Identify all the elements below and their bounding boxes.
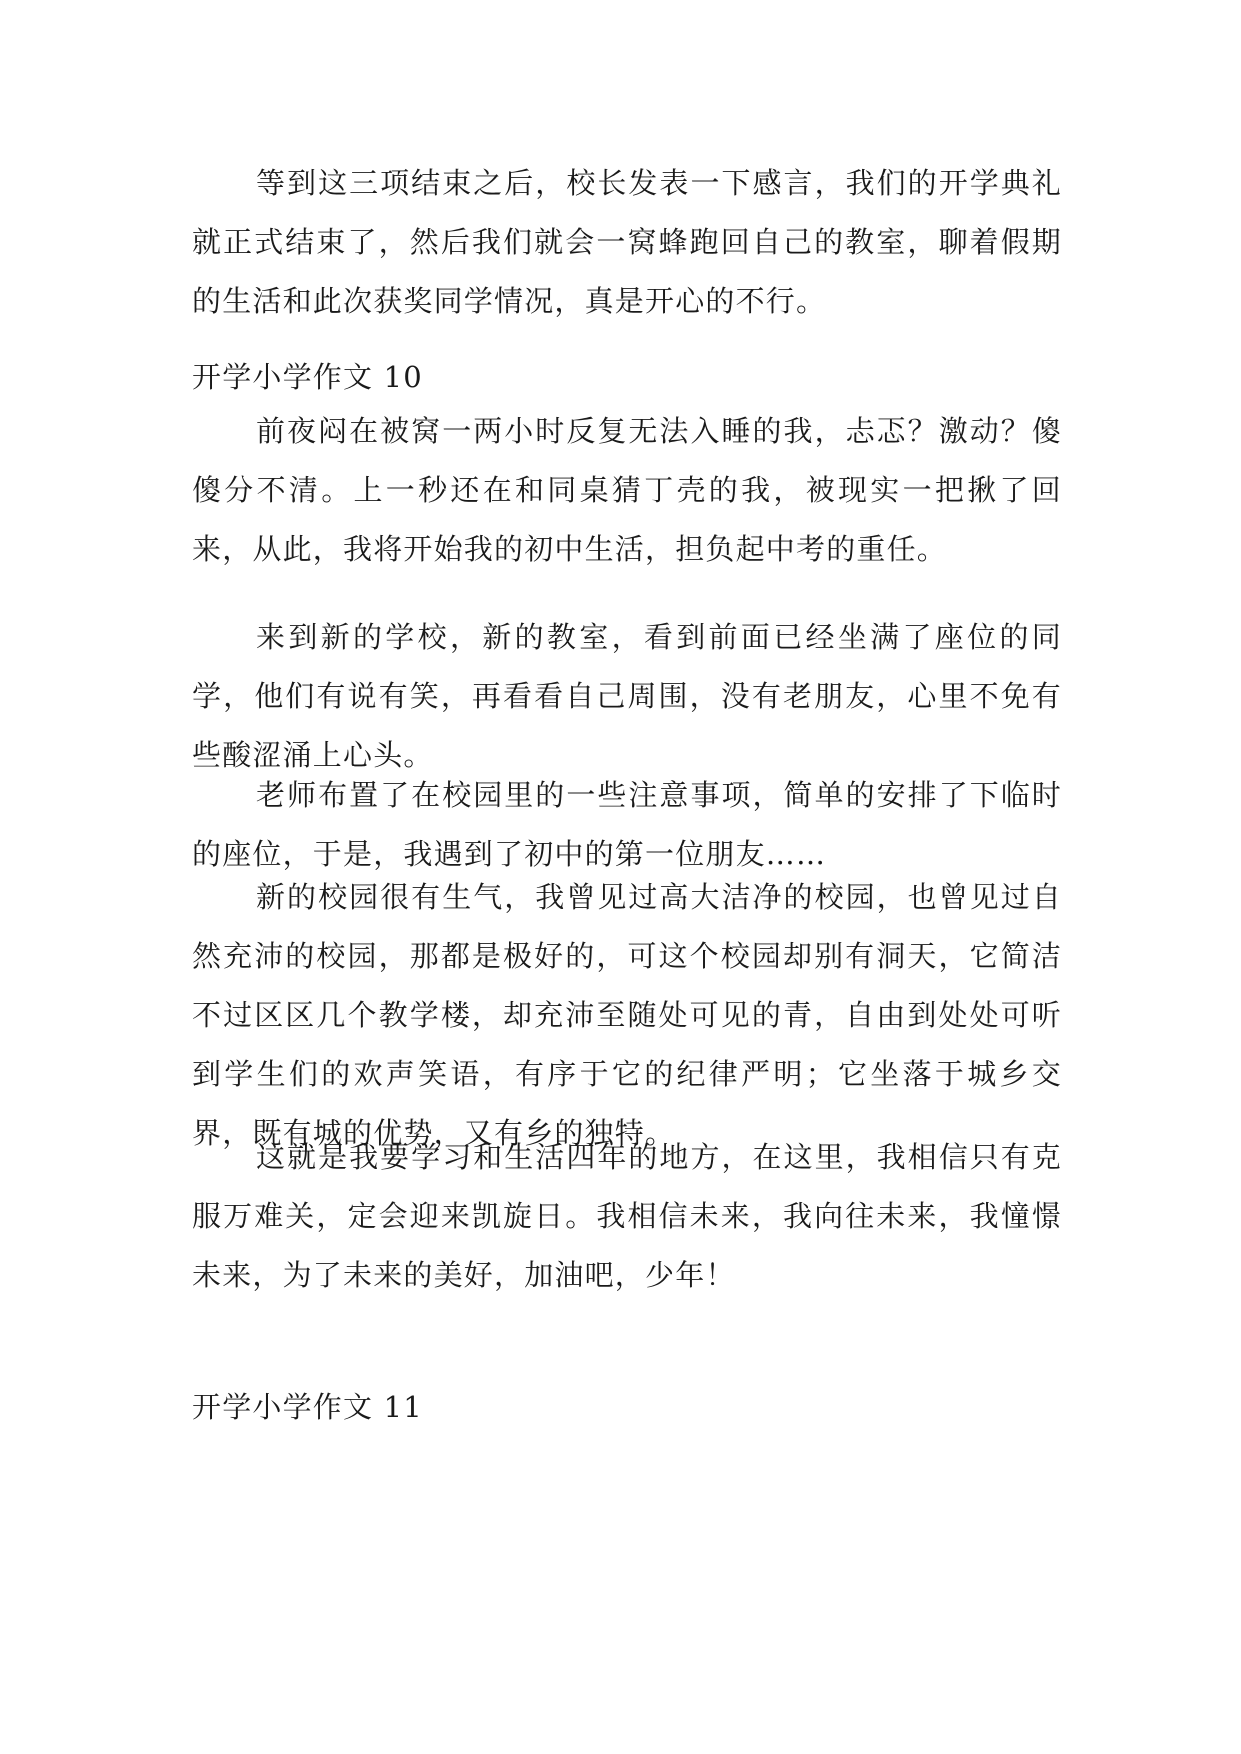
paragraph-new-campus: 新的校园很有生气，我曾见过高大洁净的校园，也曾见过自然充沛的校园，那都是极好的，可这个校园却别有洞天，它简洁不过区区几个教学楼，却充沛至随处可见的青，自由到处处可听到学生们的欢声笑语，有序于它的纪律严明；它坐落于城乡交界，既有城的优势，又有乡的独特。 [192,880,1062,1150]
essay-heading-11: 开学小学作文 11 [192,1390,423,1424]
essay-heading-10: 开学小学作文 10 [192,360,423,394]
paragraph-new-classroom: 来到新的学校，新的教室，看到前面已经坐满了座位的同学，他们有说有笑，再看看自己周围，没有老朋友，心里不免有些酸涩涌上心头。 [192,620,1062,772]
paragraph-night-before: 前夜闷在被窝一两小时反复无法入睡的我，忐忑？激动？傻傻分不清。上一秒还在和同桌猜丁壳的我，被现实一把揪了回来，从此，我将开始我的初中生活，担负起中考的重任。 [192,414,1062,566]
paragraph-future: 这就是我要学习和生活四年的地方，在这里，我相信只有克服万难关，定会迎来凯旋日。我相信未来，我向往未来，我憧憬未来，为了未来的美好，加油吧，少年！ [192,1140,1062,1292]
paragraph-teacher-arrangement: 老师布置了在校园里的一些注意事项，简单的安排了下临时的座位，于是，我遇到了初中的第一位朋友…… [192,778,1062,871]
paragraph-closing-ceremony: 等到这三项结束之后，校长发表一下感言，我们的开学典礼就正式结束了，然后我们就会一窝蜂跑回自己的教室，聊着假期的生活和此次获奖同学情况，真是开心的不行。 [192,166,1062,318]
